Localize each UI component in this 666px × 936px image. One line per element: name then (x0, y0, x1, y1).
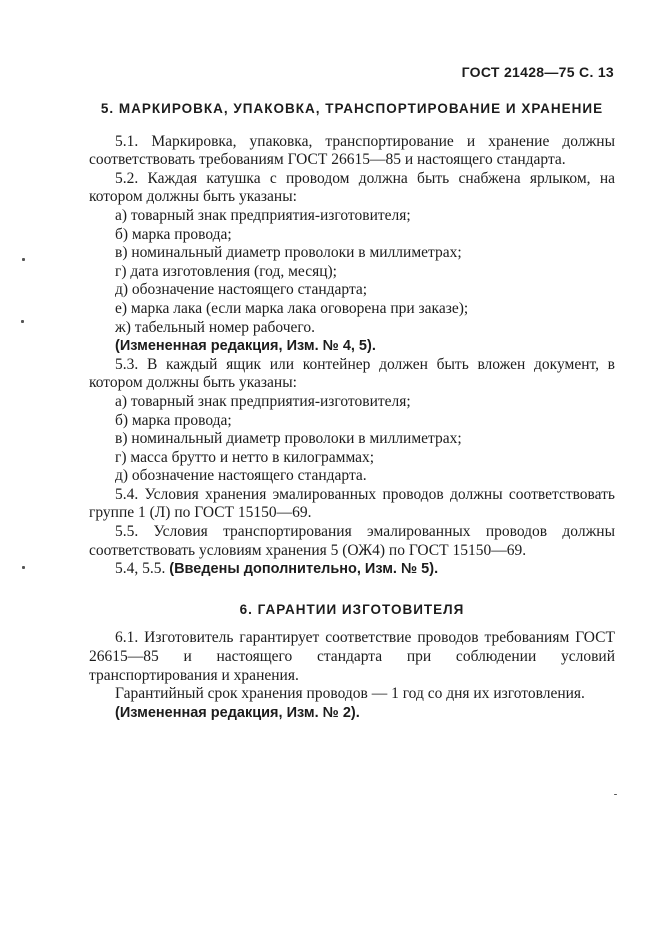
paragraph-5-1: 5.1. Маркировка, упаковка, транспортирование и хранение должны соответствовать требованиям ГОСТ 26615—85 и настоящего стандарта. (89, 132, 615, 169)
list-item: г) дата изготовления (год, месяц); (115, 262, 337, 280)
list-item: в) номинальный диаметр проволоки в миллиметрах; (115, 244, 462, 262)
margin-speck (21, 320, 24, 323)
list-5-2 (89, 207, 615, 337)
paragraph-6-1: 6.1. Изготовитель гарантирует соответствие проводов требованиям ГОСТ 26615—85 и настоящего стандарта при соблюдении условий транспортирования и хранения. (89, 629, 615, 684)
margin-speck (22, 566, 25, 569)
paragraph-5-3: 5.3. В каждый ящик или контейнер должен быть вложен документ, в котором должны быть указаны: (89, 355, 615, 392)
section-5-title: 5. МАРКИРОВКА, УПАКОВКА, ТРАНСПОРТИРОВАНИЕ И ХРАНЕНИЕ (100, 101, 604, 116)
list-item: б) марка провода; (115, 411, 232, 429)
amendment-note-5-5: (Введены дополнительно, Изм. № 5). (169, 561, 439, 578)
margin-speck (614, 794, 617, 795)
list-item: а) товарный знак предприятия-изготовителя; (115, 392, 411, 410)
amendment-note-5-2: (Измененная редакция, Изм. № 4, 5). (115, 338, 376, 355)
margin-speck (22, 258, 25, 261)
page-header: ГОСТ 21428—75 С. 13 (461, 64, 614, 80)
paragraph-5-4-5-5-prefix: 5.4, 5.5. (115, 560, 166, 578)
list-item: д) обозначение настоящего стандарта; (115, 281, 368, 299)
list-item: ж) табельный номер рабочего. (115, 318, 316, 336)
amendment-note-6: (Измененная редакция, Изм. № 2). (115, 704, 360, 721)
section-6-title: 6. ГАРАНТИИ ИЗГОТОВИТЕЛЯ (239, 601, 465, 617)
list-item: а) товарный знак предприятия-изготовителя; (115, 206, 411, 224)
list-item: б) марка провода; (115, 225, 232, 243)
list-item: д) обозначение настоящего стандарта. (115, 467, 367, 485)
paragraph-5-4: 5.4. Условия хранения эмалированных проводов должны соответствовать группе 1 (Л) по ГОСТ 15150—69. (89, 485, 615, 522)
list-item: в) номинальный диаметр проволоки в миллиметрах; (115, 430, 462, 448)
list-item: е) марка лака (если марка лака оговорена при заказе); (115, 299, 469, 317)
list-5-3 (89, 393, 615, 486)
paragraph-5-2: 5.2. Каждая катушка с проводом должна быть снабжена ярлыком, на котором должны быть указаны: (89, 169, 615, 206)
paragraph-5-4-5-5-note (89, 560, 615, 579)
list-item: г) масса брутто и нетто в килограммах; (115, 448, 375, 466)
paragraph-5-5: 5.5. Условия транспортирования эмалированных проводов должны соответствовать условиям хранения 5 (ОЖ4) по ГОСТ 15150—69. (89, 523, 615, 559)
paragraph-warranty: Гарантийный срок хранения проводов — 1 год со дня их изготовления. (115, 685, 585, 703)
document-body (89, 100, 615, 722)
